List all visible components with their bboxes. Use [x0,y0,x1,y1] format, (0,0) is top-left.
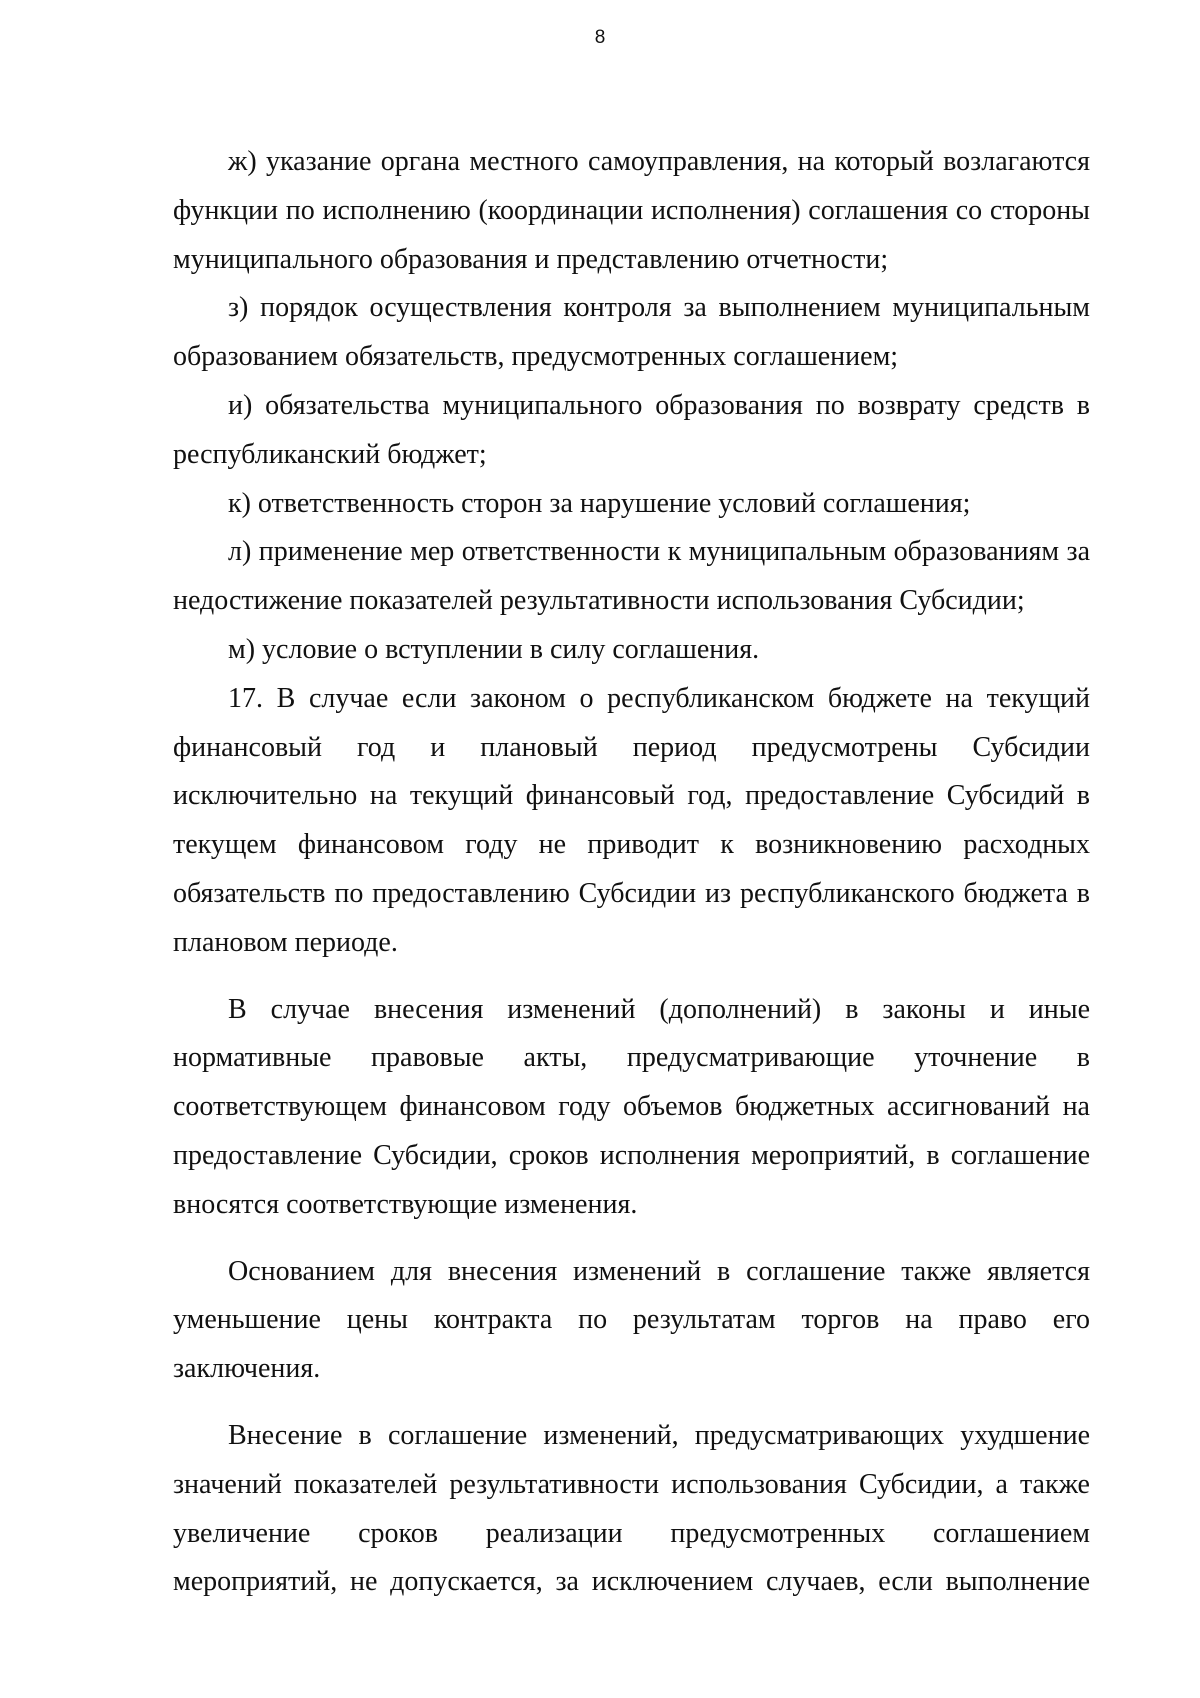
paragraph-grounds: Основанием для внесения изменений в соглашение также является уменьшение цены контракта по результатам торгов на право его заключения. [173,1255,1090,1385]
paragraph-clause-17: 17. В случае если законом о республиканском бюджете на текущий финансовый год и плановый период предусмотрены Субсидии исключительно на текущий финансовый год, предоставление Субсидий в текущем финансовом году не приводит к возникновению расходных обязательств по предоставлению Субсидии из республиканского бюджета в плановом периоде. [173,682,1090,958]
paragraph-item-z: з) порядок осуществления контроля за выполнением муниципальным образованием обязательств, предусмотренных соглашением; [173,292,1090,373]
paragraph-item-i: и) обязательства муниципального образования по возврату средств в республиканский бюджет; [173,389,1090,470]
paragraph-item-zh: ж) указание органа местного самоуправления, на который возлагаются функции по исполнению (координации исполнения) соглашения со стороны муниципального образования и представлению отчетности; [173,146,1090,275]
paragraph-item-l: л) применение мер ответственности к муниципальным образованиям за недостижение показателей результативности использования Субсидии; [173,536,1090,617]
document-body [173,138,1090,1607]
page-number: 8 [594,27,606,48]
paragraph-amendments: В случае внесения изменений (дополнений) в законы и иные нормативные правовые акты, предусматривающие уточнение в соответствующем финансовом году объемов бюджетных ассигнований на предоставление Субсидии, сроков исполнения мероприятий, в соглашение вносятся соответствующие изменения. [173,993,1090,1220]
paragraph-restrictions: Внесение в соглашение изменений, предусматривающих ухудшение значений показателей результативности использования Субсидии, а также увеличение сроков реализации предусмотренных соглашением мероприятий, не допускается, за исключением случаев, если выполнение [173,1419,1090,1598]
paragraph-item-m: м) условие о вступлении в силу соглашения. [228,633,760,665]
paragraph-item-k: к) ответственность сторон за нарушение условий соглашения; [228,487,971,519]
